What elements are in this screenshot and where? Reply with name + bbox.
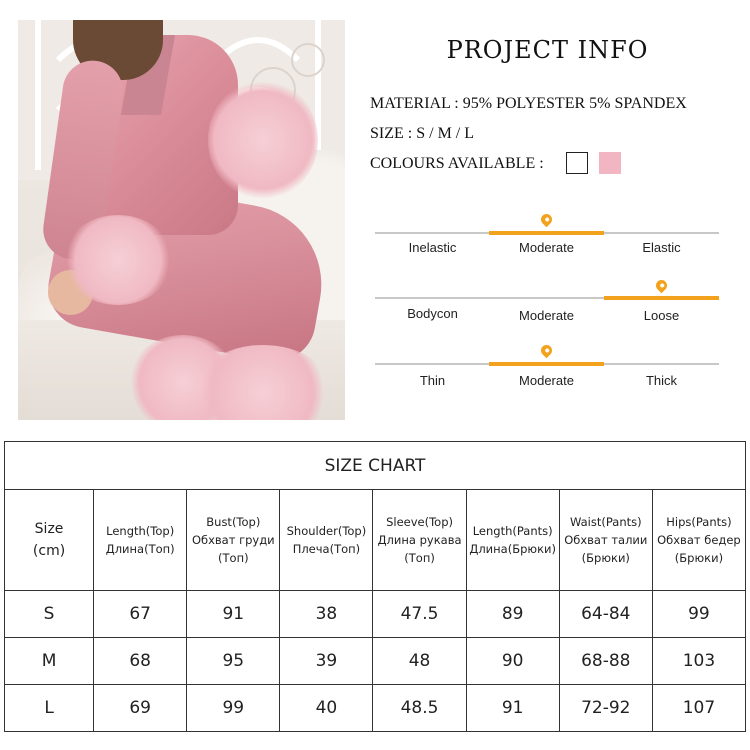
table-cell: 40	[280, 685, 373, 732]
scale-highlight	[604, 296, 719, 300]
table-cell: 95	[187, 638, 280, 685]
table-cell: 64-84	[559, 591, 652, 638]
size-text: SIZE : S / M / L	[370, 125, 475, 142]
table-row	[5, 638, 746, 685]
table-cell: 67	[94, 591, 187, 638]
table-header-row	[5, 490, 746, 591]
product-photo	[18, 20, 345, 420]
column-header-size: Size (cm)	[5, 490, 94, 591]
scale-label: Thin	[419, 373, 446, 388]
colour-swatch-white	[566, 152, 588, 174]
column-header-shoulder-top: Shoulder(Top) Плеча(Топ)	[280, 490, 373, 591]
table-cell: 39	[280, 638, 373, 685]
table-cell: 90	[466, 638, 559, 685]
table-cell: 68	[94, 638, 187, 685]
scale-line	[375, 363, 719, 365]
size-cell: M	[5, 638, 94, 685]
table-cell: 48.5	[373, 685, 466, 732]
scale-label: Moderate	[519, 308, 574, 323]
size-cell: L	[5, 685, 94, 732]
scale-line	[375, 232, 719, 234]
column-header-waist-pants: Waist(Pants) Обхват талии (Брюки)	[559, 490, 652, 591]
table-cell: 48	[373, 638, 466, 685]
colours-text: COLOURS AVAILABLE :	[370, 155, 544, 172]
table-cell: 68-88	[559, 638, 652, 685]
column-header-length-pants: Length(Pants) Длина(Брюки)	[466, 490, 559, 591]
table-cell: 91	[466, 685, 559, 732]
table-cell: 72-92	[559, 685, 652, 732]
material-text: MATERIAL : 95% POLYESTER 5% SPANDEX	[370, 95, 687, 112]
table-cell: 91	[187, 591, 280, 638]
scale-label: Thick	[645, 373, 678, 388]
column-header-sleeve-top: Sleeve(Top) Длина рукава (Топ)	[373, 490, 466, 591]
colour-swatch-pink	[599, 152, 621, 174]
scale-label: Bodycon	[407, 306, 458, 321]
column-header-length-top: Length(Top) Длина(Топ)	[94, 490, 187, 591]
table-row	[5, 591, 746, 638]
scale-label: Loose	[643, 308, 680, 323]
size-cell: S	[5, 591, 94, 638]
scale-label: Elastic	[642, 240, 681, 255]
scale-label: Inelastic	[408, 240, 457, 255]
table-row	[5, 685, 746, 732]
marker-pin-icon	[654, 278, 670, 294]
scale-highlight	[489, 231, 604, 235]
column-header-bust-top: Bust(Top) Обхват груди (Топ)	[187, 490, 280, 591]
table-cell: 103	[652, 638, 745, 685]
feather-cuff	[63, 215, 173, 305]
table-cell: 47.5	[373, 591, 466, 638]
scale-label: Moderate	[519, 373, 574, 388]
column-header-hips-pants: Hips(Pants) Обхват бедер (Брюки)	[652, 490, 745, 591]
marker-pin-icon	[539, 343, 555, 359]
marker-pin-icon	[539, 212, 555, 228]
table-cell: 69	[94, 685, 187, 732]
feather-cuff	[208, 80, 318, 200]
table-cell: 89	[466, 591, 559, 638]
scale-label: Moderate	[519, 240, 574, 255]
size-chart-title: SIZE CHART	[5, 442, 746, 490]
table-cell: 99	[652, 591, 745, 638]
size-chart-table	[4, 441, 746, 732]
scale-line	[375, 297, 719, 299]
scale-highlight	[489, 362, 604, 366]
table-cell: 107	[652, 685, 745, 732]
table-cell: 38	[280, 591, 373, 638]
table-cell: 99	[187, 685, 280, 732]
project-info-title: PROJECT INFO	[446, 36, 649, 64]
